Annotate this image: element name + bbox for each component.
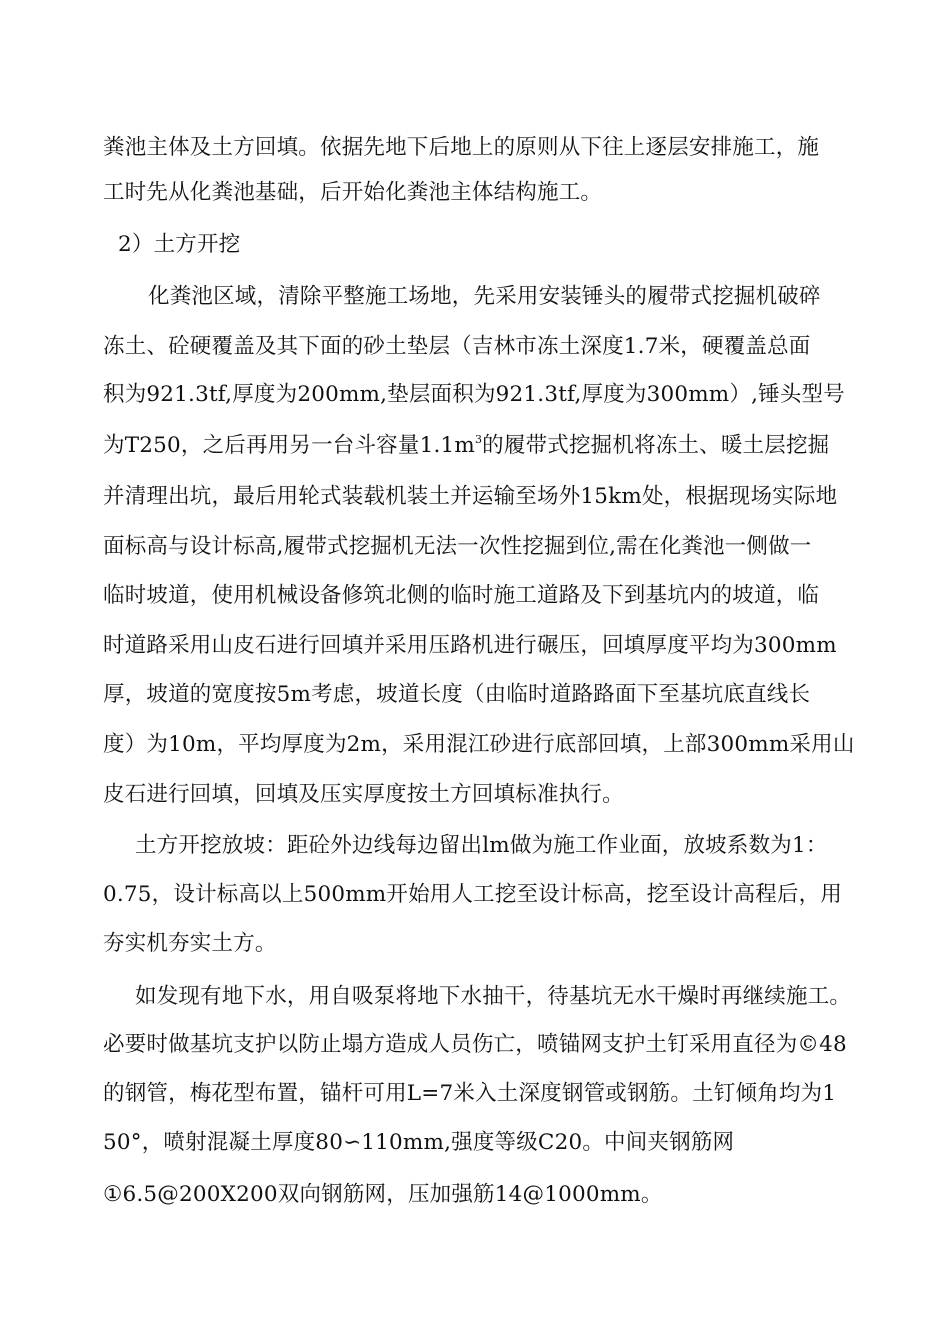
text-line-14: 皮石进行回填，回填及压实厚度按土方回填标准执行。 — [103, 782, 624, 807]
text-line-5: 冻土、砼硬覆盖及其下面的砂土垫层（吉林市冻土深度1.7米，硬覆盖总面 — [103, 334, 811, 359]
text-line-22: ①6.5@200X200双向钢筋网，压加强筋14@1000mm。 — [103, 1182, 663, 1207]
section-heading: 2）土方开挖 — [118, 232, 241, 257]
text-line-21: 50°，喷射混凝土厚度80∽110mm,强度等级C20。中间夹钢筋网 — [103, 1130, 735, 1155]
text-line-13: 度）为10m，平均厚度为2m，采用混江砂进行底部回填，上部300mm采用山 — [103, 732, 855, 757]
text-line-7-start: 为T250，之后再用另一台斗容量1.1m — [103, 433, 475, 458]
superscript-3: 3 — [474, 433, 483, 446]
text-line-20: 的钢管，梅花型布置，锚杆可用L=7米入土深度钢管或钢筋。土钉倾角均为1 — [103, 1081, 837, 1106]
text-line-17: 夯实机夯实土方。 — [103, 931, 277, 956]
text-line-6: 积为921.3tf,厚度为200mm,垫层面积为921.3tf,厚度为300mm）,锤头型号 — [103, 382, 845, 407]
text-line-12: 厚，坡道的宽度按5m考虑，坡道长度（由临时道路路面下至基坑底直线长 — [103, 682, 811, 707]
text-line-11: 时道路采用山皮石进行回填并采用压路机进行碾压，回填厚度平均为300mm — [103, 633, 837, 658]
text-line-1: 粪池主体及土方回填。依据先地下后地上的原则从下往上逐层安排施工，施 — [103, 135, 820, 160]
text-line-8: 并清理出坑，最后用轮式装载机装土并运输至场外15km处，根据现场实际地 — [103, 484, 838, 509]
text-line-9: 面标高与设计标高,履带式挖掘机无法一次性挖掘到位,需在化粪池一侧做一 — [103, 534, 812, 559]
text-line-7-end: 的履带式挖掘机将冻土、暖土层挖掘 — [482, 433, 830, 458]
text-line-18: 如发现有地下水，用自吸泵将地下水抽干，待基坑无水干燥时再继续施工。 — [135, 984, 852, 1009]
text-line-10: 临时坡道，使用机械设备修筑北侧的临时施工道路及下到基坑内的坡道，临 — [103, 583, 820, 608]
text-line-16: 0.75，设计标高以上500mm开始用人工挖至设计标高，挖至设计高程后，用 — [103, 882, 843, 907]
text-line-19: 必要时做基坑支护以防止塌方造成人员伤亡，喷锚网支护土钉采用直径为©48 — [103, 1032, 847, 1057]
text-line-7 — [103, 431, 829, 461]
text-line-4: 化粪池区域，清除平整施工场地，先采用安装锤头的履带式挖掘机破碎 — [148, 284, 821, 309]
text-line-2: 工时先从化粪池基础，后开始化粪池主体结构施工。 — [103, 180, 603, 205]
text-line-15: 土方开挖放坡：距砼外边线每边留出lm做为施工作业面，放坡系数为1： — [135, 833, 828, 858]
